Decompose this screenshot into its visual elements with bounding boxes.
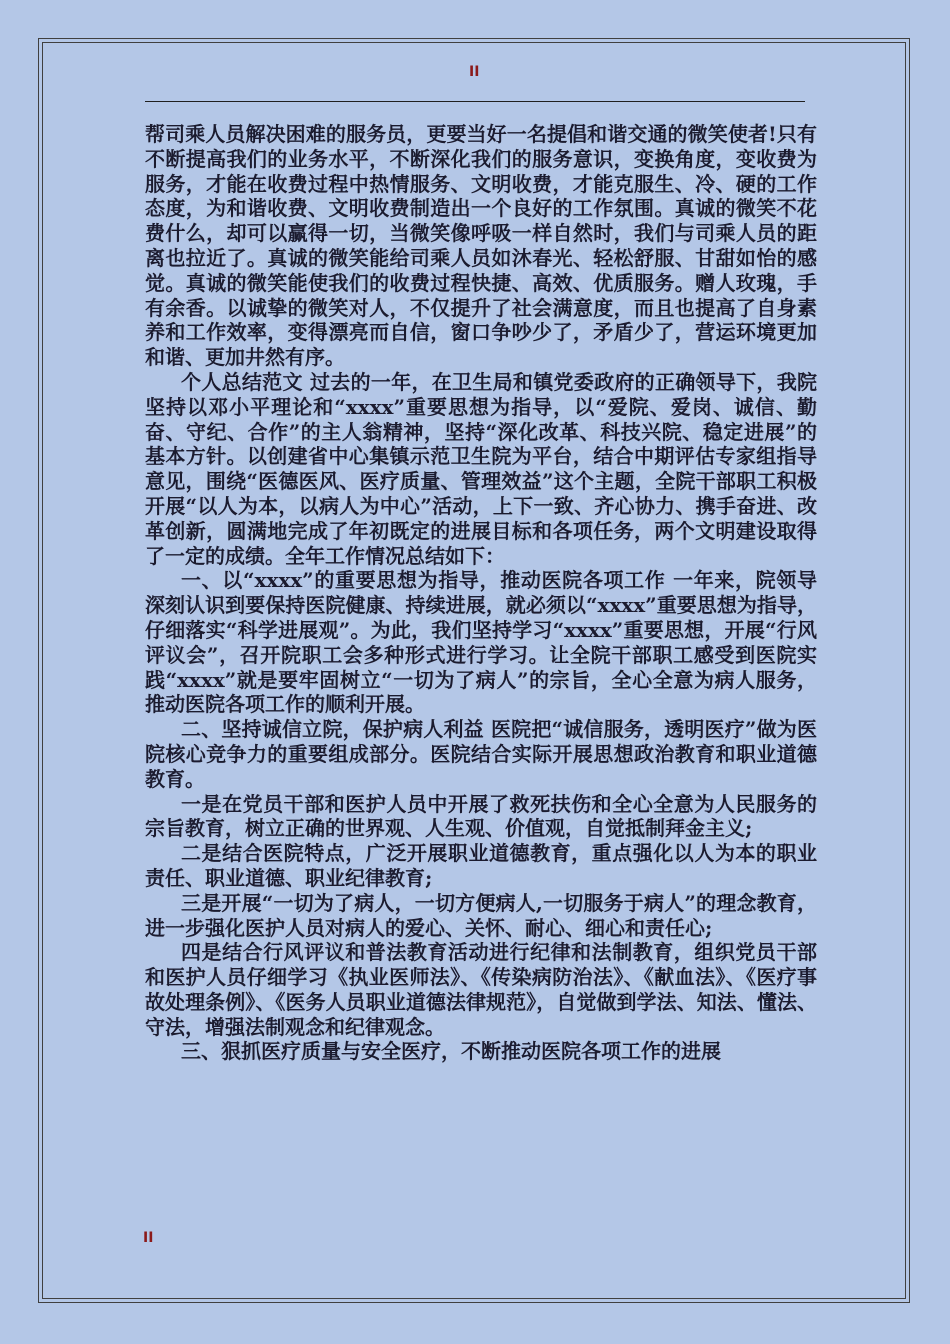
paragraph-2: 个人总结范文 过去的一年，在卫生局和镇党委政府的正确领导下，我院坚持以邓小平理论和“xxxx”重要思想为指导，以“爱院、爱岗、诚信、勤奋、守纪、合作”的主人翁精神，坚持“深化改革、科技兴院、稳定进展”的基本方针。以创建省中心集镇示范卫生院为平台，结合中期评估专家组指导意见，围绕“医德医风、医疗质量、管理效益”这个主题，全院干部职工积极开展“以人为本，以病人为中心”活动，上下一致、齐心协力、携手奋进、改革创新，圆满地完成了年初既定的进展目标和各项任务，两个文明建设取得了一定的成绩。全年工作情况总结如下： [145,369,817,568]
paragraph-9: 三、狠抓医疗质量与安全医疗，不断推动医院各项工作的进展 [181,1039,721,1064]
paragraph-4: 二、坚持诚信立院，保护病人利益 医院把“诚信服务，透明医疗”做为医院核心竞争力的重要组成部分。医院结合实际开展思想政治教育和职业道德教育。 [145,717,817,791]
document-body [145,122,817,1064]
paragraph-5: 一是在党员干部和医护人员中开展了救死扶伤和全心全意为人民服务的宗旨教育，树立正确的世界观、人生观、价值观，自觉抵制拜金主义; [145,791,817,841]
paragraph-7: 三是开展“一切为了病人，一切方便病人,一切服务于病人”的理念教育，进一步强化医护人员对病人的爱心、关怀、耐心、细心和责任心; [145,890,817,940]
paragraph-3: 一、以“xxxx”的重要思想为指导，推动医院各项工作 一年来，院领导深刻认识到要保持医院健康、持续进展，就必须以“xxxx”重要思想为指导，仔细落实“科学进展观”。为此，我们坚持学习“xxxx”重要思想，开展“行风评议会”，召开院职工会多种形式进行学习。让全院干部职工感受到医院实践“xxxx”就是要牢固树立“一切为了病人”的宗旨，全心全意为病人服务，推动医院各项工作的顺利开展。 [145,568,817,717]
footer-mark: II [143,1230,154,1246]
paragraph-6: 二是结合医院特点，广泛开展职业道德教育，重点强化以人为本的职业责任、职业道德、职业纪律教育; [145,841,817,890]
header-rule [145,101,805,102]
paragraph-1: 帮司乘人员解决困难的服务员，更要当好一名提倡和谐交通的微笑使者!只有不断提高我们的业务水平，不断深化我们的服务意识，变换角度，变收费为服务，才能在收费过程中热情服务、文明收费，才能克服生、冷、硬的工作态度，为和谐收费、文明收费制造出一个良好的工作氛围。真诚的微笑不花费什么，却可以赢得一切，当微笑像呼吸一样自然时，我们与司乘人员的距离也拉近了。真诚的微笑能给司乘人员如沐春光、轻松舒服、甘甜如怡的感觉。真诚的微笑能使我们的收费过程快捷、高效、优质服务。赠人玫瑰，手有余香。以诚挚的微笑对人，不仅提升了社会满意度，而且也提高了自身素养和工作效率，变得漂亮而自信，窗口争吵少了，矛盾少了，营运环境更加和谐、更加井然有序。 [145,122,817,370]
header-mark: II [469,64,480,80]
paragraph-8: 四是结合行风评议和普法教育活动进行纪律和法制教育，组织党员干部和医护人员仔细学习《执业医师法》、《传染病防治法》、《献血法》、《医疗事故处理条例》、《医务人员职业道德法律规范》，自觉做到学法、知法、懂法、守法，增强法制观念和纪律观念。 [145,940,817,1039]
